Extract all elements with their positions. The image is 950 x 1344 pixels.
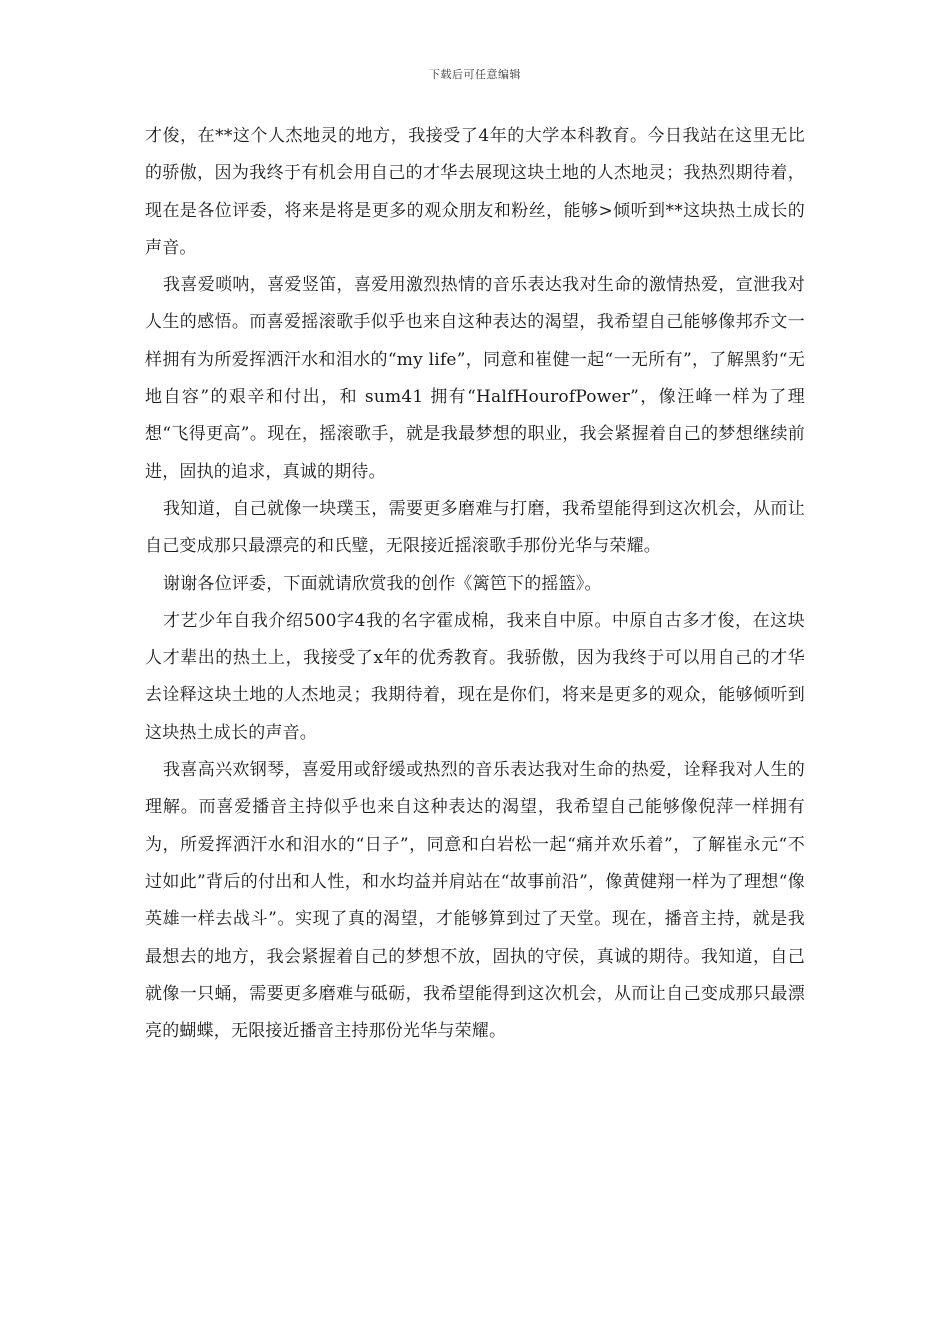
paragraph: 我喜高兴欢钢琴，喜爱用或舒缓或热烈的音乐表达我对生命的热爱，诠释我对人生的理解。而喜爱播音主持似乎也来自这种表达的渴望，我希望自己能够像倪萍一样拥有为，所爱挥洒汗水和泪水的“日子”，同意和白岩松一起“痛并欢乐着”，了解崔永元“不过如此”背后的付出和人性，和水均益并肩站在“故事前沿”，像黄健翔一样为了理想“像英雄一样去战斗”。实现了真的渴望，才能够算到过了天堂。现在，播音主持，就是我最想去的地方，我会紧握着自己的梦想不放，固执的守侯，真诚的期待。我知道，自己就像一只蛹，需要更多磨难与砥砺，我希望能得到这次机会，从而让自己变成那只最漂亮的蝴蝶，无限接近播音主持那份光华与荣耀。 — [145, 760, 805, 1042]
page-header: 下载后可任意编辑 — [429, 68, 521, 81]
paragraph: 谢谢各位评委，下面就请欣赏我的创作《篱笆下的摇篮》。 — [163, 573, 602, 594]
paragraph: 我喜爱唢呐，喜爱竖笛，喜爱用激烈热情的音乐表达我对生命的激情热爱，宣泄我对人生的感悟。而喜爱摇滚歌手似乎也来自这种表达的渴望，我希望自己能够像邦乔文一样拥有为所爱挥洒汗水和泪水的“my life”，同意和崔健一起“一无所有”，了解黑豹“无地自容”的艰辛和付出，和 sum41 拥有“HalfHourofPower”，像汪峰一样为了理想“飞得更高”。现在，摇滚歌手，就是我最梦想的职业，我会紧握着自己的梦想继续前进，固执的追求，真诚的期待。 — [145, 275, 805, 482]
document-body — [145, 118, 805, 1050]
paragraph: 才艺少年自我介绍500字4我的名字霍成棉，我来自中原。中原自古多才俊，在这块人才辈出的热土上，我接受了x年的优秀教育。我骄傲，因为我终于可以用自己的才华去诠释这块土地的人杰地灵；我期待着，现在是你们，将来是更多的观众，能够倾听到这块热土成长的声音。 — [145, 610, 805, 743]
paragraph: 才俊，在**这个人杰地灵的地方，我接受了4年的大学本科教育。今日我站在这里无比的骄傲，因为我终于有机会用自己的才华去展现这块土地的人杰地灵；我热烈期待着，现在是各位评委，将来是将是更多的观众朋友和粉丝，能够>倾听到**这块热土成长的声音。 — [145, 126, 805, 258]
paragraph: 我知道，自己就像一块璞玉，需要更多磨难与打磨，我希望能得到这次机会，从而让自己变成那只最漂亮的和氏璧，无限接近摇滚歌手那份光华与荣耀。 — [145, 498, 805, 557]
